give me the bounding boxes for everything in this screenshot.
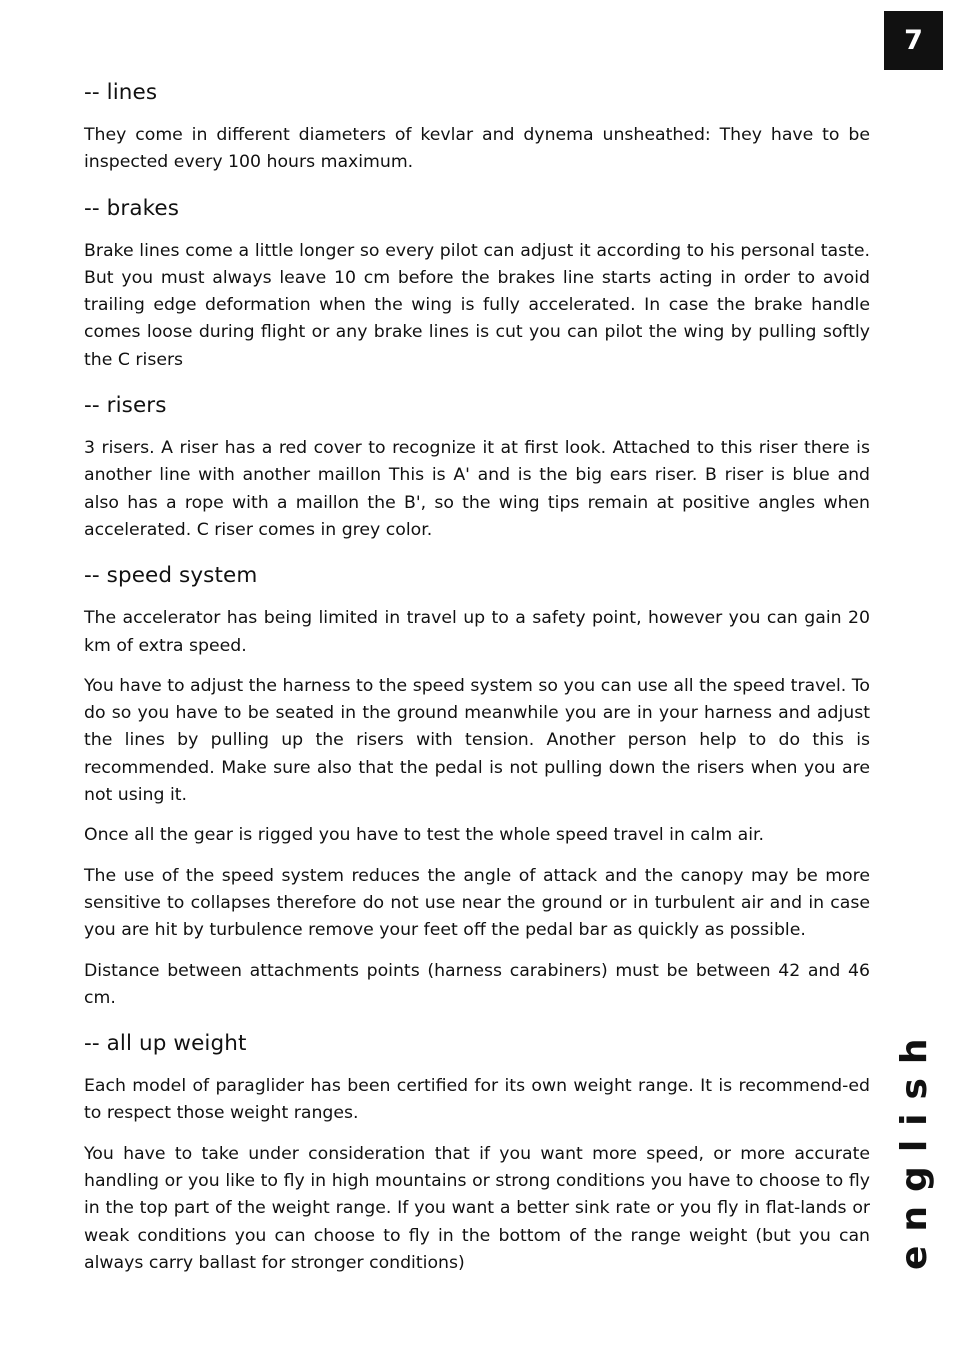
paragraph: Distance between attachments points (harness carabiners) must be between 42 and 46 cm.: [84, 960, 870, 1008]
section-all-up-weight: [84, 1023, 870, 1277]
paragraph: 3 risers. A riser has a red cover to recognize it at first look. Attached to this riser there is another line with another maillon This is A' and is the big ears riser. B riser is blue and also has a rope with a maillon the B', so the wing tips remain at positive angles when accelerated. C riser comes in grey color.: [84, 438, 870, 540]
paragraph: Each model of paraglider has been certified for its own weight range. It is recommend-ed to respect those weight ranges.: [84, 1076, 870, 1124]
section-title-all-up-weight: -- all up weight: [84, 1031, 247, 1057]
paragraph: The use of the speed system reduces the angle of attack and the canopy may be more sensitive to collapses therefore do not use near the ground or in turbulent air and in case you are hit by turbulence remove your feet off the pedal bar as quickly as possible.: [84, 865, 870, 941]
section-title-risers: -- risers: [84, 393, 167, 419]
document-body: [84, 72, 870, 1277]
paragraph: Brake lines come a little longer so every pilot can adjust it according to his personal taste. But you must always leave 10 cm before the brakes line starts acting in order to avoid trailing edge deformation when the wing is fully accelerated. In case the brake handle comes loose during flight or any brake lines is cut you can pilot the wing by pulling softly the C risers: [84, 240, 870, 370]
section-title-speed-system: -- speed system: [84, 563, 258, 589]
section-brakes: [84, 188, 870, 374]
section-speed-system: [84, 555, 870, 1012]
paragraph: You have to adjust the harness to the speed system so you can use all the speed travel. To do so you have to be seated in the ground meanwhile you are in your harness and adjust the lines by pulling up the risers with tension. Another person help to do this is recommended. Make sure also that the pedal is not pulling down the risers when you are not using it.: [84, 675, 870, 806]
section-lines: [84, 72, 870, 177]
section-risers: [84, 385, 870, 544]
section-title-brakes: -- brakes: [84, 195, 180, 221]
paragraph: You have to take under consideration that if you want more speed, or more accurate handling or you like to fly in high mountains or strong conditions you have to choose to fly in the top part of the weight range. If you want a better sink rate or you fly in flat-lands or weak conditions you can choose to fly in the bottom of the range weight (but you can always carry ballast for stronger conditions): [84, 1143, 870, 1273]
page-number: 7: [884, 11, 943, 70]
paragraph: Once all the gear is rigged you have to test the whole speed travel in calm air.: [84, 825, 765, 846]
paragraph: The accelerator has being limited in travel up to a safety point, however you can gain 20 km of extra speed.: [84, 608, 870, 656]
side-language-label: english: [894, 1024, 935, 1270]
section-title-lines: -- lines: [84, 80, 158, 105]
paragraph: They come in different diameters of kevlar and dynema unsheathed: They have to be inspected every 100 hours maximum.: [84, 125, 870, 173]
